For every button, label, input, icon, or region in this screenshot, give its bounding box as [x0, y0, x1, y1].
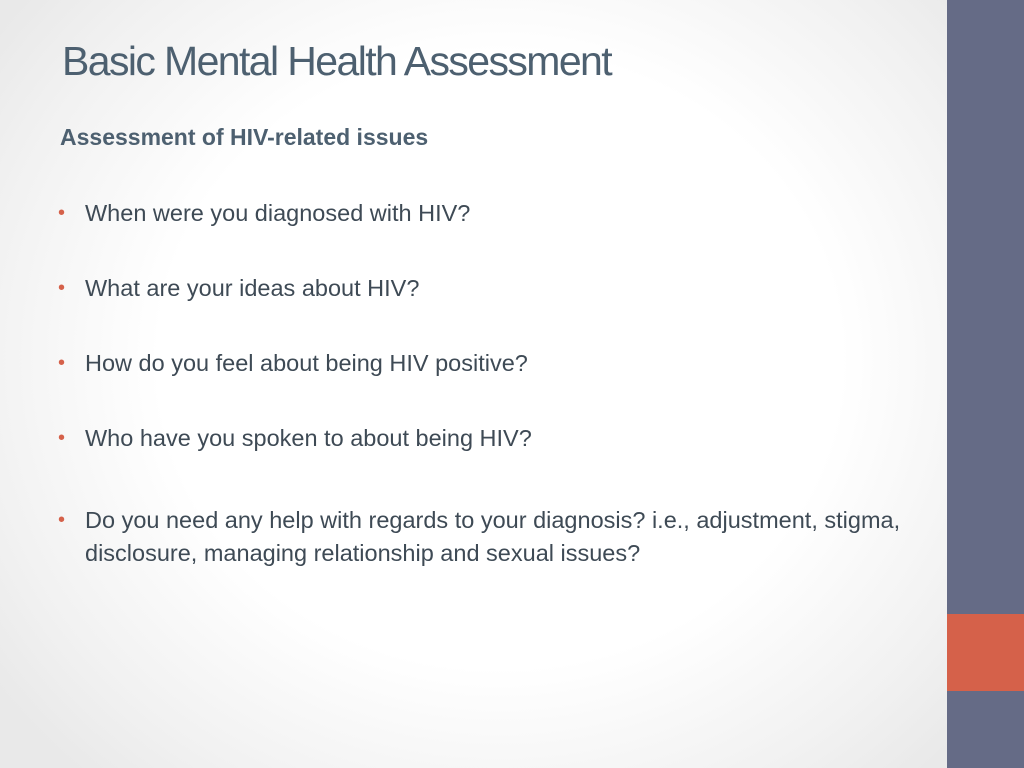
bullet-marker: • [58, 352, 66, 374]
bullet-text: Do you need any help with regards to your diagnosis? i.e., adjustment, stigma, disclosure, managing relationship and sexual issues? [85, 507, 901, 566]
bullet-text: Who have you spoken to about being HIV? [85, 425, 532, 451]
sidebar-accent-block [947, 614, 1024, 691]
bullet-item [58, 197, 918, 230]
slide-subheading: Assessment of HIV-related issues [60, 124, 429, 150]
bullet-marker: • [58, 277, 66, 299]
bullet-item [58, 272, 918, 305]
bullet-marker: • [58, 202, 66, 224]
bullet-item [58, 422, 918, 455]
slide-title: Basic Mental Health Assessment [62, 38, 612, 84]
bullet-text: How do you feel about being HIV positive? [85, 350, 528, 376]
bullet-marker: • [58, 509, 66, 531]
bullet-item [58, 347, 918, 380]
bullet-text: What are your ideas about HIV? [85, 275, 420, 301]
bullet-text: When were you diagnosed with HIV? [85, 200, 471, 226]
bullet-marker: • [58, 427, 66, 449]
bullet-item [58, 504, 918, 570]
